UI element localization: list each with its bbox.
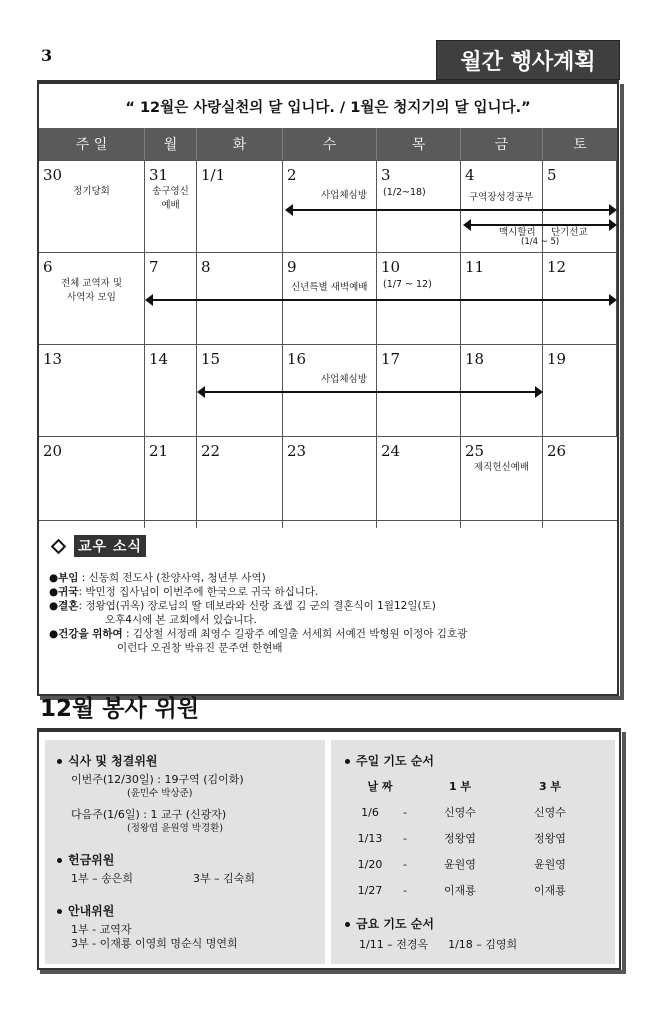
cell-first: 윤원영 [444,858,476,871]
news-key: ●부임 [49,572,79,584]
cell-dash: - [403,883,407,897]
weekday-fri: 금 [461,128,543,160]
weekday-mon: 월 [145,128,197,160]
news-continuation: 이런다 오권창 박유진 문주연 한현배 [117,642,283,654]
day-number: 1/1 [201,166,226,184]
cell-dash: - [403,805,407,819]
offering-list [57,872,317,886]
header-third: 3 부 [538,780,562,793]
header-date: 날 짜 [367,780,393,793]
event-label: 사업체심방 [321,190,367,201]
meal-next-week-sub: (정왕엽 윤원영 박경환) [127,823,224,834]
usher-heading: 안내위원 [57,902,317,919]
cell-third: 신영수 [534,806,566,819]
day-cell [283,437,377,528]
event-arrow [463,219,617,231]
day-number: 22 [201,442,221,460]
table-row [345,825,605,851]
event-label: 구역장성경공부 [469,192,534,203]
calendar-week-1 [39,160,617,252]
news-key: ●결혼 [49,600,79,612]
meal-this-week-sub: (윤민수 박상준) [127,788,193,799]
calendar-week-3 [39,344,617,436]
bullet-icon [57,858,62,863]
day-number: 6 [43,258,53,276]
event-arrow [285,204,617,216]
day-number: 14 [149,350,169,368]
day-cell [39,437,145,528]
day-note: 전체 교역자 및 사역자 모임 [60,278,123,303]
day-cell [145,437,197,528]
friday-prayer-b: 1/18 – 김영희 [448,938,518,951]
day-number: 18 [465,350,485,368]
day-number: 10 [381,258,401,276]
page-number: 3 [41,46,53,65]
news-title: 교우 소식 [74,535,146,557]
event-label: 맥시할리 [499,227,536,238]
news-heading [49,535,617,557]
weekday-tue: 화 [197,128,283,160]
day-number: 21 [149,442,169,460]
meal-heading: 식사 및 청결위원 [57,752,317,769]
day-number: 7 [149,258,159,276]
day-cell [543,437,617,528]
cell-third: 이재룡 [534,884,566,897]
event-range: (1/7 ~ 12) [383,279,432,290]
cell-first: 신영수 [444,806,476,819]
sunday-prayer-heading: 주일 기도 순서 [345,752,605,769]
cell-date: 1/6 [361,805,379,819]
offering-first: 1부 – 송은희 [71,872,133,885]
bullet-icon [57,909,62,914]
day-number: 17 [381,350,401,368]
day-number: 13 [43,350,63,368]
news-item [49,585,617,599]
news-text: : 정왕엽(귀옥) 장로님의 딸 데보라와 신랑 죠셉 김 군의 결혼식이 1월12일(토) [78,600,436,612]
event-range: (1/2~18) [383,187,426,198]
cell-dash: - [403,831,407,845]
day-number: 19 [547,350,567,368]
cell-third: 정왕엽 [534,832,566,845]
day-cell [377,437,461,528]
page-title: 월간 행사계획 [436,40,620,80]
news-section [39,520,617,696]
event-arrow [145,294,617,306]
event-range: (1/4 ~ 5) [521,237,560,247]
day-number: 9 [287,258,297,276]
friday-prayer-a: 1/11 – 전경옥 [359,938,429,951]
day-number: 2 [287,166,297,184]
day-number: 31 [149,166,169,184]
diamond-icon [51,538,67,554]
cell-date: 1/13 [357,831,383,845]
day-number: 23 [287,442,307,460]
day-number: 11 [465,258,485,276]
event-arrow [197,386,543,398]
header-first: 1 부 [448,780,472,793]
day-note: 정기당회 [73,186,110,197]
day-number: 16 [287,350,307,368]
service-box [37,728,621,970]
news-key: ●귀국 [49,586,79,598]
sunday-prayer-header-row [345,773,605,799]
day-cell [461,437,543,528]
day-cell [145,345,197,436]
service-left-panel [45,740,325,964]
day-number: 30 [43,166,63,184]
day-cell [39,345,145,436]
table-row [345,799,605,825]
cell-first: 이재룡 [444,884,476,897]
news-text: : 김상철 서정래 최영수 길광주 예일출 서세희 서예건 박형원 이정아 김호광 [122,628,468,640]
news-text: : 신동희 전도사 (찬양사역, 청년부 사역) [78,572,266,584]
day-number: 24 [381,442,401,460]
event-label: 사업체심방 [321,374,367,385]
day-number: 12 [547,258,567,276]
offering-third: 3부 – 김숙희 [193,872,255,885]
event-label: 단기선교 [551,227,588,238]
usher-third: 3부 - 이재룡 이영희 명순식 명연희 [71,937,238,950]
usher-first: 1부 - 교역자 [71,923,132,936]
day-cell [145,161,197,252]
news-item [49,571,617,585]
calendar [39,128,617,528]
news-key: ●건강을 위하여 [49,628,123,640]
day-cell [197,437,283,528]
weekday-thu: 목 [377,128,461,160]
slogan: “ 12월은 사랑실천의 달 입니다. / 1월은 청지기의 달 입니다.” [125,100,531,116]
day-number: 8 [201,258,211,276]
day-cell [543,345,617,436]
sunday-prayer-table [345,773,605,903]
calendar-frame [37,80,619,696]
cell-third: 윤원영 [534,858,566,871]
day-note: 제직헌신예배 [473,462,530,473]
bullet-icon [57,759,62,764]
calendar-header [39,128,617,160]
calendar-week-4 [39,436,617,528]
day-number: 26 [547,442,567,460]
news-item [49,627,617,641]
day-note: 송구영신 예배 [152,186,189,211]
day-cell [197,161,283,252]
day-number: 25 [465,442,485,460]
day-cell [39,253,145,344]
day-number: 5 [547,166,557,184]
cell-date: 1/20 [357,857,383,871]
news-item [49,599,617,613]
bullet-icon [345,922,350,927]
table-row [345,877,605,903]
event-label: 신년특별 새벽예배 [291,282,368,293]
news-text: : 박민정 집사님이 이번주에 한국으로 귀국 하십니다. [78,586,319,598]
cell-first: 정왕엽 [444,832,476,845]
friday-prayer-heading: 금요 기도 순서 [345,915,605,932]
friday-prayer-list [345,938,605,952]
weekday-wed: 수 [283,128,377,160]
offering-heading: 헌금위원 [57,851,317,868]
cell-date: 1/27 [357,883,383,897]
day-number: 4 [465,166,475,184]
weekday-sat: 토 [573,137,587,153]
service-title: 12월 봉사 위원 [40,696,200,722]
meal-this-week: 이번주(12/30일) : 19구역 (김이화) [71,773,244,786]
calendar-week-2 [39,252,617,344]
table-row [345,851,605,877]
news-continuation: 오후4시에 본 교회에서 있습니다. [105,614,257,626]
day-cell [39,161,145,252]
day-number: 15 [201,350,221,368]
bullet-icon [345,759,350,764]
service-right-panel [331,740,615,964]
day-number: 3 [381,166,391,184]
weekday-sun: 주 일 [39,128,145,160]
cell-dash: - [403,857,407,871]
meal-next-week: 다음주(1/6일) : 1 교구 (신광자) [71,808,227,821]
day-number: 20 [43,442,63,460]
